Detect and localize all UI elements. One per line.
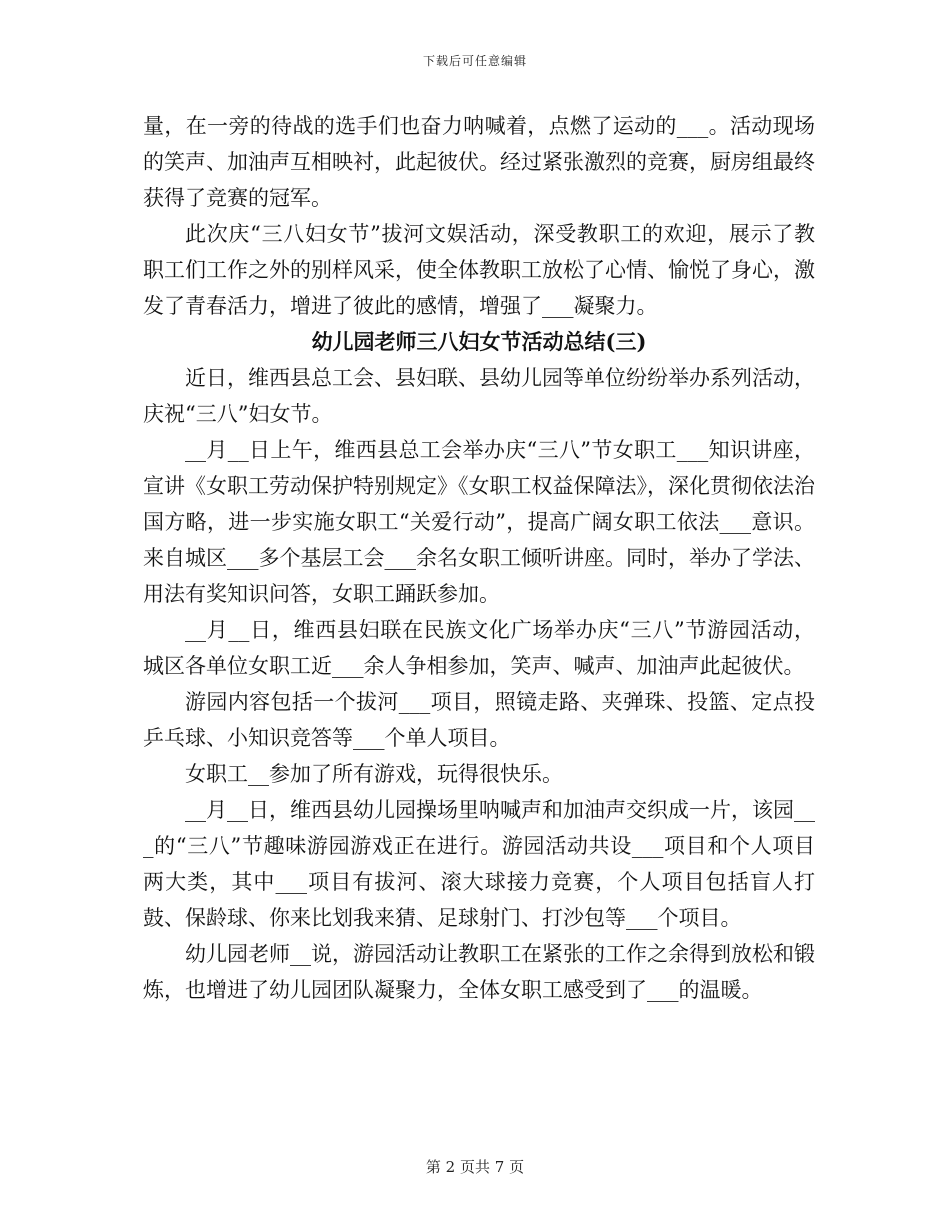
paragraph: __月__日上午，维西县总工会举办庆“三八”节女职工___知识讲座，宣讲《女职工劳动保护特别规定》《女职工权益保障法》，深化贯彻依法治国方略，进一步实施女职工“关爱行动”，提高广阔女职工依法___意识。来自城区___多个基层工会___余名女职工倾听讲座。同时，举办了学法、用法有奖知识问答，女职工踊跃参加。 <box>143 438 815 606</box>
paragraph: 幼儿园老师__说，游园活动让教职工在紧张的工作之余得到放松和锻炼，也增进了幼儿园团队凝聚力，全体女职工感受到了___的温暖。 <box>143 942 815 1002</box>
paragraph: 近日，维西县总工会、县妇联、县幼儿园等单位纷纷举办系列活动，庆祝“三八”妇女节。 <box>143 366 815 426</box>
page-footer: 第 2 页共 7 页 <box>425 1158 525 1176</box>
paragraph: __月__日，维西县幼儿园操场里呐喊声和加油声交织成一片，该园___的“三八”节趣味游园游戏正在进行。游园活动共设___项目和个人项目两大类，其中___项目有拔河、滚大球接力竞赛，个人项目包括盲人打鼓、保龄球、你来比划我来猜、足球射门、打沙包等___个项目。 <box>143 798 815 930</box>
section-title: 幼儿园老师三八妇女节活动总结(三) <box>311 329 647 354</box>
paragraph: __月__日，维西县妇联在民族文化广场举办庆“三八”节游园活动，城区各单位女职工近___余人争相参加，笑声、喊声、加油声此起彼伏。 <box>143 618 815 678</box>
paragraph-continuation: 量，在一旁的待战的选手们也奋力呐喊着，点燃了运动的___。活动现场的笑声、加油声互相映衬，此起彼伏。经过紧张激烈的竞赛，厨房组最终获得了竞赛的冠军。 <box>143 114 815 210</box>
page-header: 下载后可任意编辑 <box>422 54 527 68</box>
document-body <box>143 108 815 1008</box>
paragraph: 女职工__参加了所有游戏，玩得很快乐。 <box>185 762 563 786</box>
paragraph: 游园内容包括一个拔河___项目，照镜走路、夹弹珠、投篮、定点投乒乓球、小知识竞答等___个单人项目。 <box>143 690 815 750</box>
paragraph-summary: 此次庆“三八妇女节”拔河文娱活动，深受教职工的欢迎，展示了教职工们工作之外的别样风采，使全体教职工放松了心情、愉悦了身心，激发了青春活力，增进了彼此的感情，增强了___凝聚力。 <box>143 222 815 318</box>
